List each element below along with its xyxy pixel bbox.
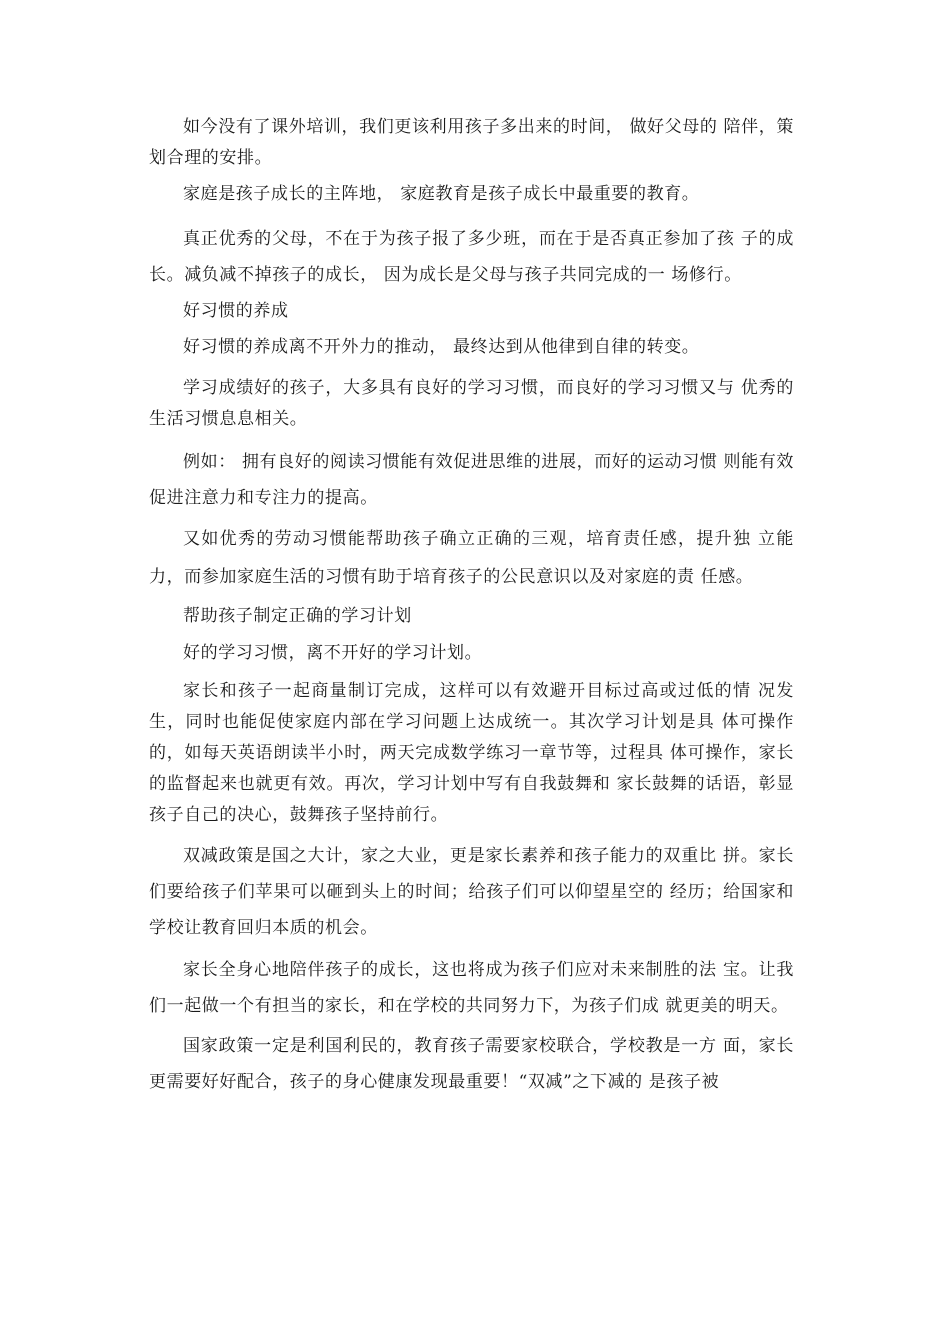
paragraph-national-policy: 国家政策一定是利国利民的，教育孩子需要家校联合，学校教是一方 面，家长更需要好好配合，孩子的身心健康发现最重要！“双减”之下减的 是孩子被 xyxy=(149,1036,794,1092)
paragraph-parent-company: 家长全身心地陪伴孩子的成长，这也将成为孩子们应对未来制胜的法 宝。让我们一起做一个有担当的家长，和在学校的共同努力下，为孩子们成 就更美的明天。 xyxy=(149,960,794,1016)
paragraph-plan-details: 家长和孩子一起商量制订完成，这样可以有效避开目标过高或过低的情 况发生，同时也能促使家庭内部在学习问题上达成统一。其次学习计划是具 体可操作的，如每天英语朗读半小时，两天完成数学练习一章节等，过程具 体可操作，家长的监督起来也就更有效。再次，学习计划中写有自我鼓舞和 家长鼓舞的话语，彰显孩子自己的决心，鼓舞孩子坚持前行。 xyxy=(149,681,794,825)
paragraph-companionship: 如今没有了课外培训，我们更该利用孩子多出来的时间， 做好父母的 陪伴，策划合理的安排。 xyxy=(149,117,794,168)
paragraph-labor-habits: 又如优秀的劳动习惯能帮助孩子确立正确的三观，培育责任感，提升独 立能力，而参加家庭生活的习惯有助于培育孩子的公民意识以及对家庭的责 任感。 xyxy=(149,529,794,587)
paragraph-example-reading: 例如： 拥有良好的阅读习惯能有效促进思维的进展，而好的运动习惯 则能有效促进注意力和专注力的提高。 xyxy=(149,452,794,508)
heading-study-plan: 帮助孩子制定正确的学习计划 xyxy=(183,606,412,626)
paragraph-habit-formation: 好习惯的养成离不开外力的推动， 最终达到从他律到自律的转变。 xyxy=(183,337,700,357)
paragraph-double-reduction: 双减政策是国之大计，家之大业，更是家长素养和孩子能力的双重比 拼。家长们要给孩子们苹果可以砸到头上的时间；给孩子们可以仰望星空的 经历；给国家和学校让教育回归本质的机会。 xyxy=(149,846,794,938)
paragraph-plan-intro: 好的学习习惯，离不开好的学习计划。 xyxy=(183,643,483,663)
paragraph-study-habits: 学习成绩好的孩子，大多具有良好的学习习惯，而良好的学习习惯又与 优秀的生活习惯息息相关。 xyxy=(149,378,794,429)
paragraph-family-education: 家庭是孩子成长的主阵地， 家庭教育是孩子成长中最重要的教育。 xyxy=(183,184,700,204)
document-body xyxy=(149,112,794,1105)
paragraph-excellent-parents: 真正优秀的父母，不在于为孩子报了多少班，而在于是否真正参加了孩 子的成长。减负减不掉孩子的成长， 因为成长是父母与孩子共同完成的一 场修行。 xyxy=(149,229,794,285)
heading-good-habits: 好习惯的养成 xyxy=(183,301,289,321)
